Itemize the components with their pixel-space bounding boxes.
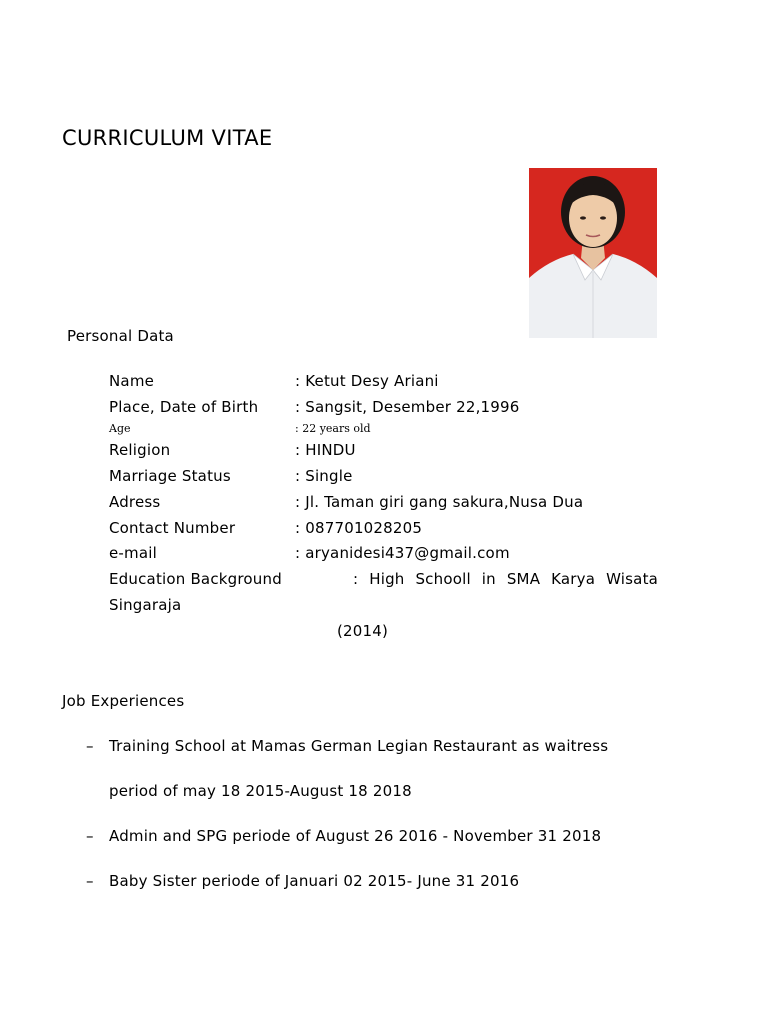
field-religion xyxy=(109,441,356,459)
field-value: : HINDU xyxy=(295,441,356,459)
field-value: : aryanidesi437@gmail.com xyxy=(295,544,510,562)
field-age xyxy=(109,422,371,435)
list-bullet: – xyxy=(86,737,94,755)
job-item-1: Training School at Mamas German Legian Restaurant as waitress xyxy=(109,737,609,755)
field-value: : 087701028205 xyxy=(295,519,423,537)
field-value: : Ketut Desy Ariani xyxy=(295,372,439,390)
document-title: CURRICULUM VITAE xyxy=(62,126,273,150)
field-label: Education Background xyxy=(109,570,282,588)
field-label: Contact Number xyxy=(109,519,236,537)
field-email xyxy=(109,544,510,562)
job-item-3: Baby Sister periode of Januari 02 2015- June 31 2016 xyxy=(109,872,520,890)
field-value: : Sangsit, Desember 22,1996 xyxy=(295,398,520,416)
list-bullet: – xyxy=(86,872,94,890)
field-value: : 22 years old xyxy=(295,422,371,435)
field-name xyxy=(109,372,439,390)
field-education-background xyxy=(109,570,659,588)
job-experiences-heading: Job Experiences xyxy=(62,692,185,710)
field-address xyxy=(109,493,583,511)
education-continuation: Singaraja xyxy=(109,596,182,614)
field-label: Marriage Status xyxy=(109,467,231,485)
field-value: : Jl. Taman giri gang sakura,Nusa Dua xyxy=(295,493,584,511)
field-label: Place, Date of Birth xyxy=(109,398,259,416)
field-label: Name xyxy=(109,372,155,390)
job-item-1-period: period of may 18 2015-August 18 2018 xyxy=(109,782,412,800)
field-label: Adress xyxy=(109,493,161,511)
profile-photo xyxy=(529,168,657,338)
field-label: e-mail xyxy=(109,544,157,562)
personal-data-heading: Personal Data xyxy=(67,327,174,345)
list-bullet: – xyxy=(86,827,94,845)
education-year: (2014) xyxy=(337,622,389,640)
field-value: : High Schooll in SMA Karya Wisata xyxy=(353,570,659,588)
field-place-date-of-birth xyxy=(109,398,520,416)
field-label: Age xyxy=(109,422,131,435)
job-item-2: Admin and SPG periode of August 26 2016 - November 31 2018 xyxy=(109,827,602,845)
field-value: : Single xyxy=(295,467,353,485)
field-label: Religion xyxy=(109,441,171,459)
field-marriage-status xyxy=(109,467,353,485)
field-contact-number xyxy=(109,519,422,537)
